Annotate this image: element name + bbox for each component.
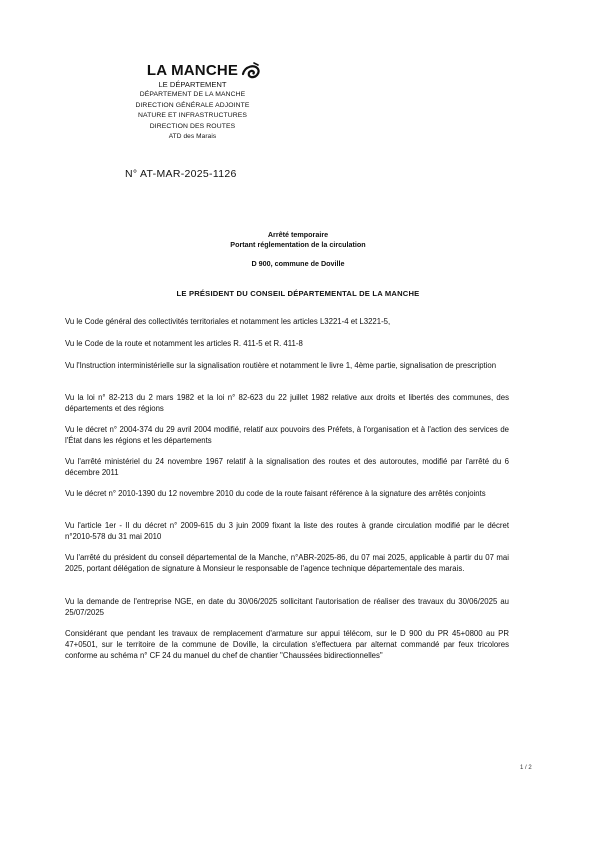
org-line: DIRECTION GÉNÉRALE ADJOINTE	[135, 101, 250, 109]
recital-paragraph: Vu le Code de la route et notamment les articles R. 411-5 et R. 411-8	[65, 339, 303, 348]
org-line: ATD des Marais	[168, 133, 217, 140]
decree-number: N° AT-MAR-2025-1126	[125, 168, 237, 180]
president-heading: LE PRÉSIDENT DU CONSEIL DÉPARTEMENTAL DE LA MANCHE	[176, 289, 420, 298]
org-line: DIRECTION DES ROUTES	[149, 122, 236, 130]
organization-lines	[120, 90, 265, 141]
recital-paragraph: Vu l'arrêté ministériel du 24 novembre 1967 relatif à la signalisation des routes et des autoroutes, modifié par l'arrêté du 6 décembre 2011	[65, 457, 509, 477]
decree-title: Arrêté temporaire	[267, 230, 329, 239]
recital-paragraph: Vu le décret n° 2004-374 du 29 avril 2004 modifié, relatif aux pouvoirs des Préfets, à l'organisation et à l'action des services de l'État dans les régions et les départements	[65, 425, 509, 445]
swirl-logo-icon	[239, 60, 261, 82]
recital-paragraph: Vu la loi n° 82-213 du 2 mars 1982 et la loi n° 82-623 du 22 juillet 1982 relative aux droits et libertés des communes, des départements et des régions	[65, 393, 509, 413]
department-logo-block	[120, 62, 265, 141]
org-line: NATURE ET INFRASTRUCTURES	[137, 112, 248, 119]
recital-paragraph: Vu l'Instruction interministérielle sur la signalisation routière et notamment le livre 1, 4ème partie, signalisation de prescription	[65, 361, 497, 370]
logo-subtitle: LE DÉPARTEMENT	[158, 80, 227, 89]
recital-paragraph: Vu le Code général des collectivités territoriales et notamment les articles L3221-4 et L3221-5,	[65, 317, 391, 326]
logo-title: LA MANCHE	[146, 62, 239, 79]
considering-paragraph: Considérant que pendant les travaux de remplacement d'armature sur appui télécom, sur le D 900 du PR 45+0800 au PR 47+0501, sur le territoire de la commune de Doville, la circulation s'effectuera par alternat commandé par feux tricolores conforme au schéma n° CF 24 du manuel du chef de chantier "Chaussées bidirectionnelles"	[65, 629, 509, 660]
recital-paragraph: Vu l'arrêté du président du conseil départemental de la Manche, n°ABR-2025-86, du 07 mai 2025, applicable à partir du 07 mai 2025, portant délégation de signature à Monsieur le responsable de l'agence technique départementale des marais.	[65, 553, 509, 573]
recital-paragraph: Vu le décret n° 2010-1390 du 12 novembre 2010 du code de la route faisant référence à la signature des arrêtés conjoints	[65, 489, 486, 498]
page-number: 1 / 2	[520, 765, 532, 771]
recital-paragraph: Vu la demande de l'entreprise NGE, en date du 30/06/2025 sollicitant l'autorisation de réaliser des travaux du 30/06/2025 au 25/07/2025	[65, 597, 509, 617]
decree-subtitle: Portant réglementation de la circulation	[230, 240, 366, 249]
decree-location: D 900, commune de Doville	[251, 259, 345, 268]
recital-paragraph: Vu l'article 1er - II du décret n° 2009-615 du 3 juin 2009 fixant la liste des routes à grande circulation modifié par le décret n°2010-578 du 31 mai 2010	[65, 521, 509, 541]
org-line: DÉPARTEMENT DE LA MANCHE	[139, 91, 246, 98]
